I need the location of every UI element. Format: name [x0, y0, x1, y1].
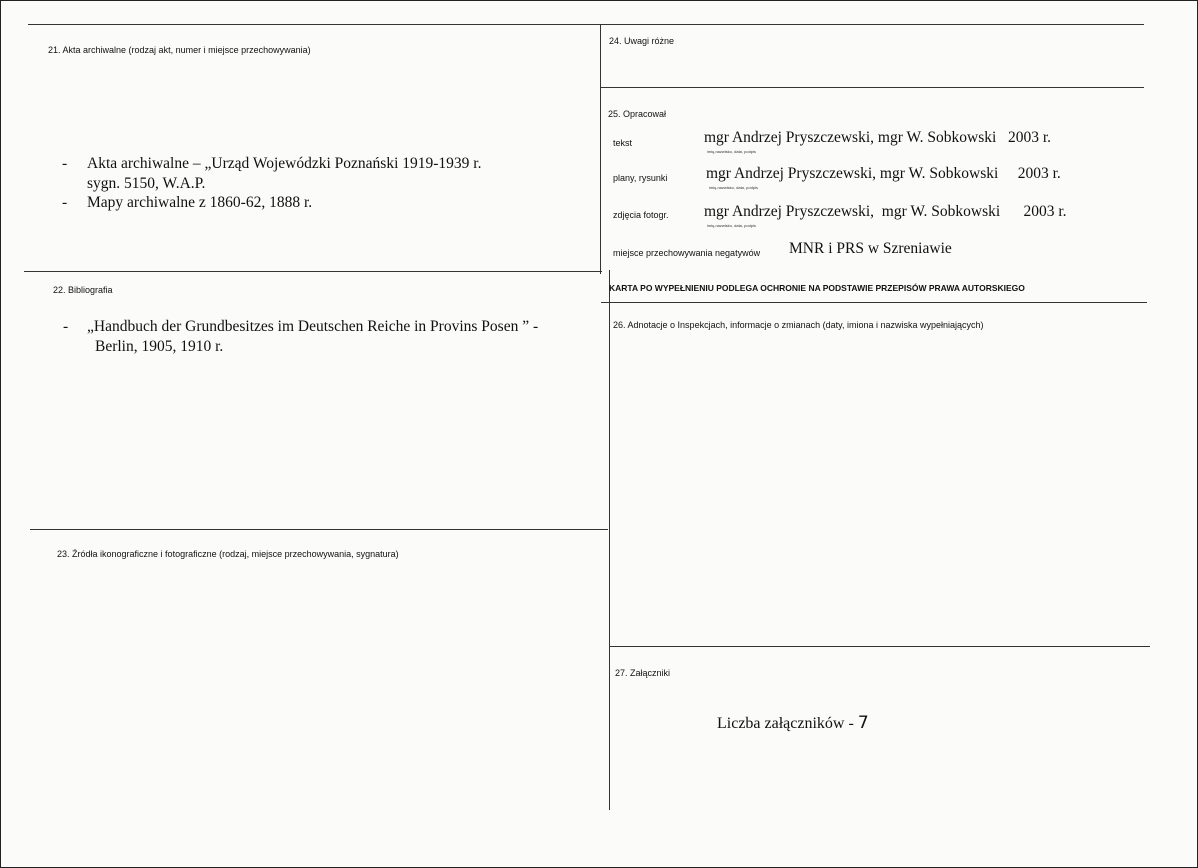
rule-24-25 [601, 87, 1144, 88]
column-divider [600, 24, 601, 274]
section-27-heading: 27. Załączniki [615, 668, 671, 678]
section-23-heading: 23. Źródła ikonograficzne i fotograficzne (rodzaj, miejsce przechowywania, sygnatura) [57, 549, 399, 559]
s22-item-1: „Handbuch der Grundbesitzes im Deutschen Reiche in Provins Posen ” - [87, 318, 539, 335]
s25-row-label-photos: zdjęcia fotogr. [613, 210, 669, 220]
rule-25-26 [601, 302, 1147, 303]
s25-row-hint-photos: imię,nazwisko, data, podpis [707, 223, 756, 228]
copyright-notice: KARTA PO WYPEŁNIENIU PODLEGA OCHRONIE NA PODSTAWIE PRZEPISÓW PRAWA AUTORSKIEGO [609, 283, 1025, 293]
s21-bullet-3: - [62, 194, 68, 211]
section-21-heading: 21. Akta archiwalne (rodzaj akt, numer i miejsce przechowywania) [48, 45, 311, 55]
s21-item-3: Mapy archiwalne z 1860-62, 1888 r. [87, 194, 313, 211]
attachments-count-label: Liczba załączników - [717, 715, 858, 732]
section-26-heading: 26. Adnotacje o Inspekcjach, informacje o zmianach (daty, imiona i nazwiska wypełniających) [613, 320, 984, 330]
s22-item-2: Berlin, 1905, 1910 r. [95, 338, 224, 355]
s22-bullet-1: - [63, 318, 69, 335]
s21-bullet-1: - [62, 155, 68, 172]
s25-row-value-photos: mgr Andrzej Pryszczewski, mgr W. Sobkowski 2003 r. [704, 203, 1067, 220]
attachments-count-line [717, 713, 869, 733]
section-24-heading: 24. Uwagi różne [609, 36, 675, 46]
s25-row-hint-plans: imię,nazwisko, data, podpis [709, 185, 758, 190]
section-25-heading: 25. Opracował [608, 109, 667, 119]
s25-row-value-plans: mgr Andrzej Pryszczewski, mgr W. Sobkowski 2003 r. [706, 165, 1061, 182]
s25-storage-value: MNR i PRS w Szreniawie [789, 240, 952, 257]
rule-21-22 [24, 271, 602, 272]
s25-row-label-text: tekst [613, 138, 633, 148]
s25-row-hint-text: imię,nazwisko, data, podpis [707, 149, 756, 154]
rule-22-23 [30, 529, 608, 530]
s21-item-2: sygn. 5150, W.A.P. [87, 175, 206, 192]
top-rule [28, 24, 1144, 25]
s25-row-label-plans: plany, rysunki [613, 173, 668, 183]
section-22-heading: 22. Bibliografia [53, 285, 113, 295]
column-divider-lower [609, 270, 610, 810]
attachments-count-value: 7 [857, 713, 869, 733]
s21-item-1: Akta archiwalne – „Urząd Wojewódzki Poznański 1919-1939 r. [87, 155, 482, 172]
s25-row-value-text: mgr Andrzej Pryszczewski, mgr W. Sobkowski 2003 r. [704, 129, 1052, 146]
rule-26-27 [610, 646, 1150, 647]
s25-storage-label: miejsce przechowywania negatywów [613, 248, 761, 258]
